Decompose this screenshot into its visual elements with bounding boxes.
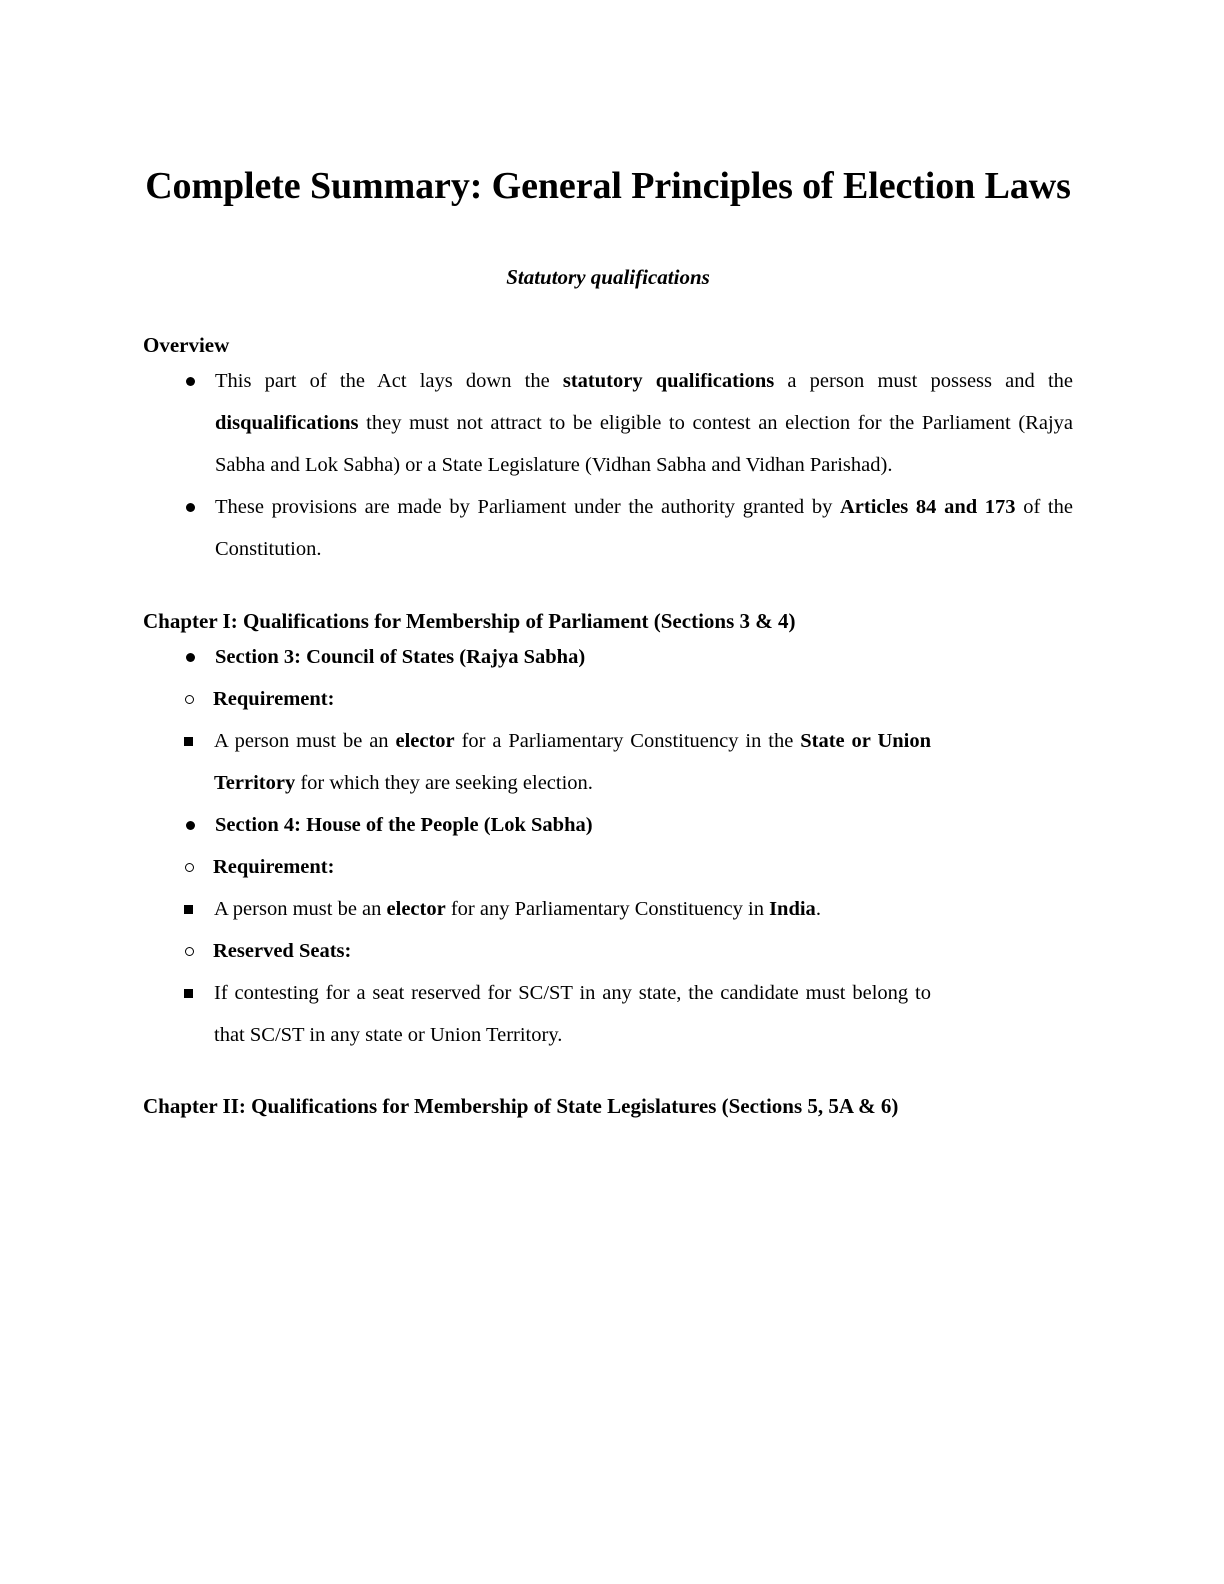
subsection-item-label: Reserved Seats: [213,940,352,962]
page-title: Complete Summary: General Principles of Election Laws [145,165,1071,207]
subsection-item-text [213,930,1001,972]
disc-bullet-icon [186,503,195,512]
detail-item [214,972,931,1056]
detail-item-0-0-0-run-4: for which they are seeking election. [295,772,593,794]
detail-item-1-0-0-run-0: A person must be an [214,898,387,920]
detail-item-1-1-0-run-0: If contesting for a seat reserved for SC/ST in any state, the candidate must belong to that SC/ST in any state or Union Territory. [214,982,931,1046]
document-body [143,0,1073,1121]
detail-item [214,720,931,804]
circle-bullet-icon [185,947,194,956]
overview-bullet-1-run-1: Articles 84 and 173 [839,496,1016,518]
overview-bullet-1-run-2: of the Constitution. [215,496,1073,560]
detail-item-1-0-0-run-2: for any Parliamentary Constituency in [445,898,770,920]
subsection-item [213,930,1001,972]
detail-item-1-0-0-run-4: . [815,898,821,920]
circle-bullet-icon [185,863,194,872]
circle-bullet-icon [185,695,194,704]
subsection-item-label: Requirement: [213,688,335,710]
subsection-item-label: Requirement: [213,856,335,878]
section-item [215,636,1073,678]
section-heading-chapter-1: Chapter I: Qualifications for Membership of Parliament (Sections 3 & 4) [143,609,796,633]
overview-bullet [215,486,1073,570]
overview-bullet-list [143,360,1073,570]
subsection-list [143,930,1073,1056]
detail-item-1-0-0-run-3: India [769,898,816,920]
overview-bullet-text [215,360,1073,486]
subsection-list [143,846,1073,930]
square-bullet-icon [184,737,193,746]
disc-bullet-icon [186,821,195,830]
detail-item-1-0-0-run-1: elector [386,898,446,920]
detail-item-0-0-0-run-1: elector [395,730,455,752]
subsection-item-text [213,678,1001,720]
section-list [143,804,1073,1056]
square-bullet-icon [184,905,193,914]
overview-bullet-0-run-2: a person must possess and the [774,370,1073,392]
disc-bullet-icon [186,653,195,662]
subsection-item [213,846,1001,888]
section-item [215,804,1073,846]
chapter-1-sections [143,636,1073,1056]
detail-item-0-0-0-run-0: A person must be an [214,730,396,752]
detail-list [143,888,1073,930]
overview-bullet-text [215,486,1073,570]
overview-bullet-1-run-0: These provisions are made by Parliament under the authority granted by [215,496,840,518]
section-list [143,636,1073,804]
detail-item-text [214,888,931,930]
detail-item-text [214,972,931,1056]
section-item-text [215,636,1073,678]
disc-bullet-icon [186,377,195,386]
detail-item-0-0-0-run-3: State or Union Territory [214,730,931,794]
detail-item-0-0-0-run-2: for a Parliamentary Constituency in the [454,730,801,752]
section-item-text [215,804,1073,846]
section-heading-chapter-2: Chapter II: Qualifications for Membership of State Legislatures (Sections 5, 5A & 6) [143,1094,899,1118]
detail-item [214,888,931,930]
overview-bullet-0-run-1: statutory qualifications [562,370,775,392]
subsection-item-text [213,846,1001,888]
detail-item-text [214,720,931,804]
section-item-label: Section 4: House of the People (Lok Sabha) [215,814,593,836]
overview-bullet-0-run-3: disqualifications [215,412,359,434]
overview-bullet-0-run-0: This part of the Act lays down the [215,370,563,392]
section-heading-overview: Overview [143,333,230,357]
detail-list [143,972,1073,1056]
subsection-item [213,678,1001,720]
detail-list [143,720,1073,804]
overview-bullet [215,360,1073,486]
page-subtitle: Statutory qualifications [506,265,710,289]
subsection-list [143,678,1073,804]
overview-bullet-0-run-4: they must not attract to be eligible to contest an election for the Parliament (Rajya Sabha and Lok Sabha) or a State Legislature (Vidhan Sabha and Vidhan Parishad). [215,412,1073,476]
section-item-label: Section 3: Council of States (Rajya Sabha) [215,646,586,668]
square-bullet-icon [184,989,193,998]
